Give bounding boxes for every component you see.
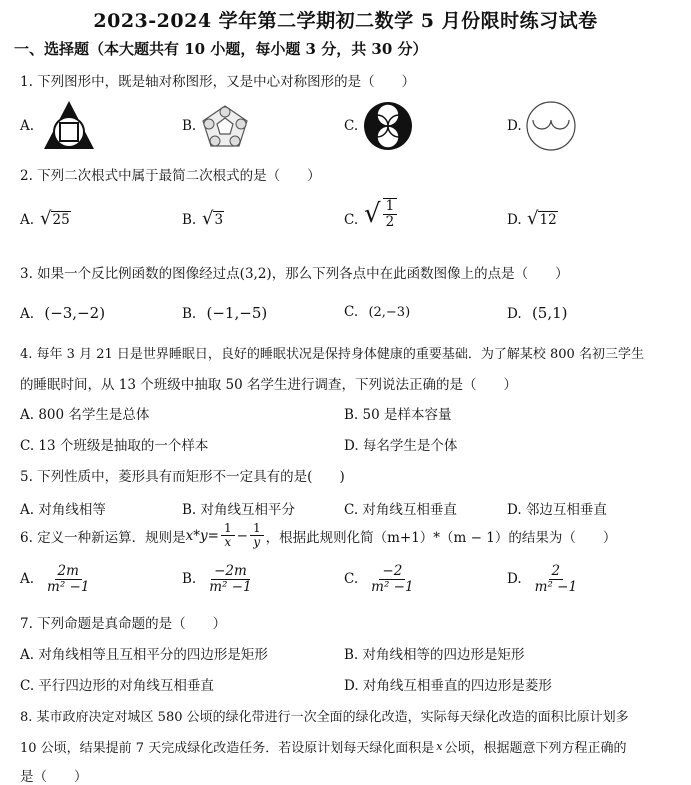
q6-rule-lhs: x*y= bbox=[185, 527, 219, 544]
question-4-stem-line2: 的睡眠时间，从 13 个班级中抽取 50 名学生进行调查，下列说法正确的是（ ） bbox=[20, 377, 518, 393]
q5-option-b: B. 对角线互相平分 bbox=[182, 502, 296, 518]
q6-option-a bbox=[20, 564, 94, 595]
q7-option-c: C. 平行四边形的对角线互相垂直 bbox=[20, 678, 214, 694]
q5-option-c: C. 对角线互相垂直 bbox=[344, 502, 457, 518]
q3-option-d-label: D. bbox=[507, 306, 522, 322]
q2-option-c-sqrt-fraction: √ $\frac{1}{2}$ bbox=[364, 198, 399, 230]
q6-option-a-num: 2m bbox=[55, 564, 82, 580]
page-title: 2023-2024 学年第二学期初二数学 5 月份限时练习试卷 bbox=[93, 10, 598, 32]
q6-option-a-label: A. bbox=[20, 571, 35, 588]
question-6-stem bbox=[20, 522, 616, 549]
q6-option-b-den: m² −1 bbox=[209, 578, 252, 595]
q6-option-d bbox=[507, 564, 582, 595]
q6-option-c-label: C. bbox=[344, 571, 359, 588]
q3-option-a bbox=[20, 304, 105, 322]
q3-stem-pre: 3. 如果一个反比例函数的图像经过点 bbox=[20, 266, 240, 282]
q3-option-b-label: B. bbox=[182, 306, 197, 322]
question-8-stem-line1: 8. 某市政府决定对城区 580 公顷的绿化带进行一次全面的绿化改造，实际每天绿化改造的面积比原计划多 bbox=[20, 710, 629, 725]
q3-option-b-value: (−1,−5) bbox=[206, 304, 268, 322]
q6-option-d-label: D. bbox=[507, 571, 522, 588]
q2-frac-den: 2 bbox=[385, 213, 395, 230]
q4-option-d: D. 每名学生是个体 bbox=[344, 438, 458, 454]
q7-option-a: A. 对角线相等且互相平分的四边形是矩形 bbox=[20, 647, 268, 663]
q2-option-b-label: B. bbox=[182, 212, 197, 228]
q6-option-d-den: m² −1 bbox=[534, 578, 578, 595]
q6-rule-frac1-num: 1 bbox=[221, 522, 235, 536]
q6-option-a-den: m² −1 bbox=[47, 578, 90, 595]
question-4-stem-line1: 4. 每年 3 月 21 日是世界睡眠日，良好的睡眠状况是保持身体健康的重要基础．为了解某校 800 名初三学生 bbox=[20, 347, 644, 362]
q6-stem-pre: 6. 定义一种新运算．规则是 bbox=[20, 529, 186, 546]
q6-rule-frac2-num: 1 bbox=[250, 522, 264, 536]
q3-point: (3,2) bbox=[239, 266, 272, 282]
question-8-stem-line2 bbox=[20, 737, 626, 756]
question-5-stem: 5. 下列性质中，菱形具有而矩形不一定具有的是( ) bbox=[20, 469, 345, 485]
q2-radicand-d: 12 bbox=[539, 212, 557, 228]
question-8-stem-line3: 是（ ） bbox=[20, 769, 88, 785]
q2-radicand-a: 25 bbox=[52, 212, 70, 228]
question-2-stem: 2. 下列二次根式中属于最简二次根式的是（ ） bbox=[20, 168, 321, 184]
q6-option-b-label: B. bbox=[182, 571, 197, 588]
q2-option-a-label: A. bbox=[20, 212, 35, 228]
q6-rule-frac2-den: y bbox=[253, 535, 261, 550]
q2-option-d-label: D. bbox=[507, 212, 522, 228]
q3-option-a-label: A. bbox=[20, 306, 35, 322]
q3-option-b bbox=[182, 304, 267, 322]
question-3-stem bbox=[20, 262, 569, 282]
q1-figure-d-circle-arcs-icon bbox=[525, 100, 577, 152]
q3-option-c-label: C. bbox=[344, 304, 359, 320]
q4-option-c: C. 13 个班级是抽取的一个样本 bbox=[20, 438, 209, 454]
section-heading: 一、选择题（本大题共有 10 小题，每小题 3 分，共 30 分） bbox=[14, 40, 428, 58]
question-1-stem: 1. 下列图形中，既是轴对称图形，又是中心对称图形的是（ ） bbox=[20, 74, 416, 90]
q1-option-d-label: D. bbox=[507, 118, 522, 134]
q8-variable: x bbox=[436, 740, 443, 753]
question-7-stem: 7. 下列命题是真命题的是（ ） bbox=[20, 616, 227, 632]
q3-option-c-value: (2,−3) bbox=[368, 305, 411, 320]
q6-option-c-den: m² −1 bbox=[371, 578, 414, 595]
q1-figure-a-triangle-circle-icon bbox=[40, 98, 98, 154]
q5-option-d: D. 邻边互相垂直 bbox=[507, 502, 607, 518]
q3-option-d-value: (5,1) bbox=[531, 304, 568, 322]
q6-option-d-num: 2 bbox=[549, 564, 564, 580]
q1-option-c-label: C. bbox=[344, 118, 359, 134]
q2-option-a-sqrt: √25 bbox=[40, 208, 70, 229]
q4-option-b: B. 50 是样本容量 bbox=[344, 407, 452, 423]
q1-option-a-label: A. bbox=[20, 118, 35, 134]
q2-radicand-b: 3 bbox=[214, 212, 224, 228]
q2-option-d-sqrt: √12 bbox=[527, 208, 557, 229]
q3-stem-post: ，那么下列各点中在此函数图像上的点是（ ） bbox=[271, 266, 569, 282]
q6-option-c-num: −2 bbox=[379, 564, 405, 580]
q5-option-a: A. 对角线相等 bbox=[20, 502, 106, 518]
q6-rule-frac1-den: x bbox=[224, 535, 232, 550]
q7-option-d: D. 对角线互相垂直的四边形是菱形 bbox=[344, 678, 552, 694]
q6-option-b-num: −2m bbox=[211, 564, 250, 580]
q1-option-b-label: B. bbox=[182, 118, 197, 134]
q6-stem-post: ，根据此规则化简（m+1）*（m − 1）的结果为（ ） bbox=[265, 529, 617, 546]
q1-figure-c-four-petals-icon bbox=[362, 100, 414, 152]
q3-option-d bbox=[507, 304, 568, 322]
q8-stem-line2-post: 公顷，根据题意下列方程正确的 bbox=[444, 741, 627, 756]
q6-option-c bbox=[344, 564, 419, 595]
q2-option-c-label: C. bbox=[344, 212, 359, 228]
q3-option-a-value: (−3,−2) bbox=[44, 304, 106, 322]
q6-rule-minus: − bbox=[236, 527, 248, 544]
q8-stem-line2-pre: 10 公顷，结果提前 7 天完成绿化改造任务．若设原计划每天绿化面积是 bbox=[20, 741, 435, 756]
q7-option-b: B. 对角线相等的四边形是矩形 bbox=[344, 647, 525, 663]
q4-option-a: A. 800 名学生是总体 bbox=[20, 407, 150, 423]
q2-option-b-sqrt: √3 bbox=[202, 208, 224, 229]
q3-option-c bbox=[344, 304, 410, 320]
q1-figure-b-pentagon-icon bbox=[200, 104, 250, 148]
q2-frac-num: 1 bbox=[383, 199, 398, 215]
q6-option-b bbox=[182, 564, 257, 595]
